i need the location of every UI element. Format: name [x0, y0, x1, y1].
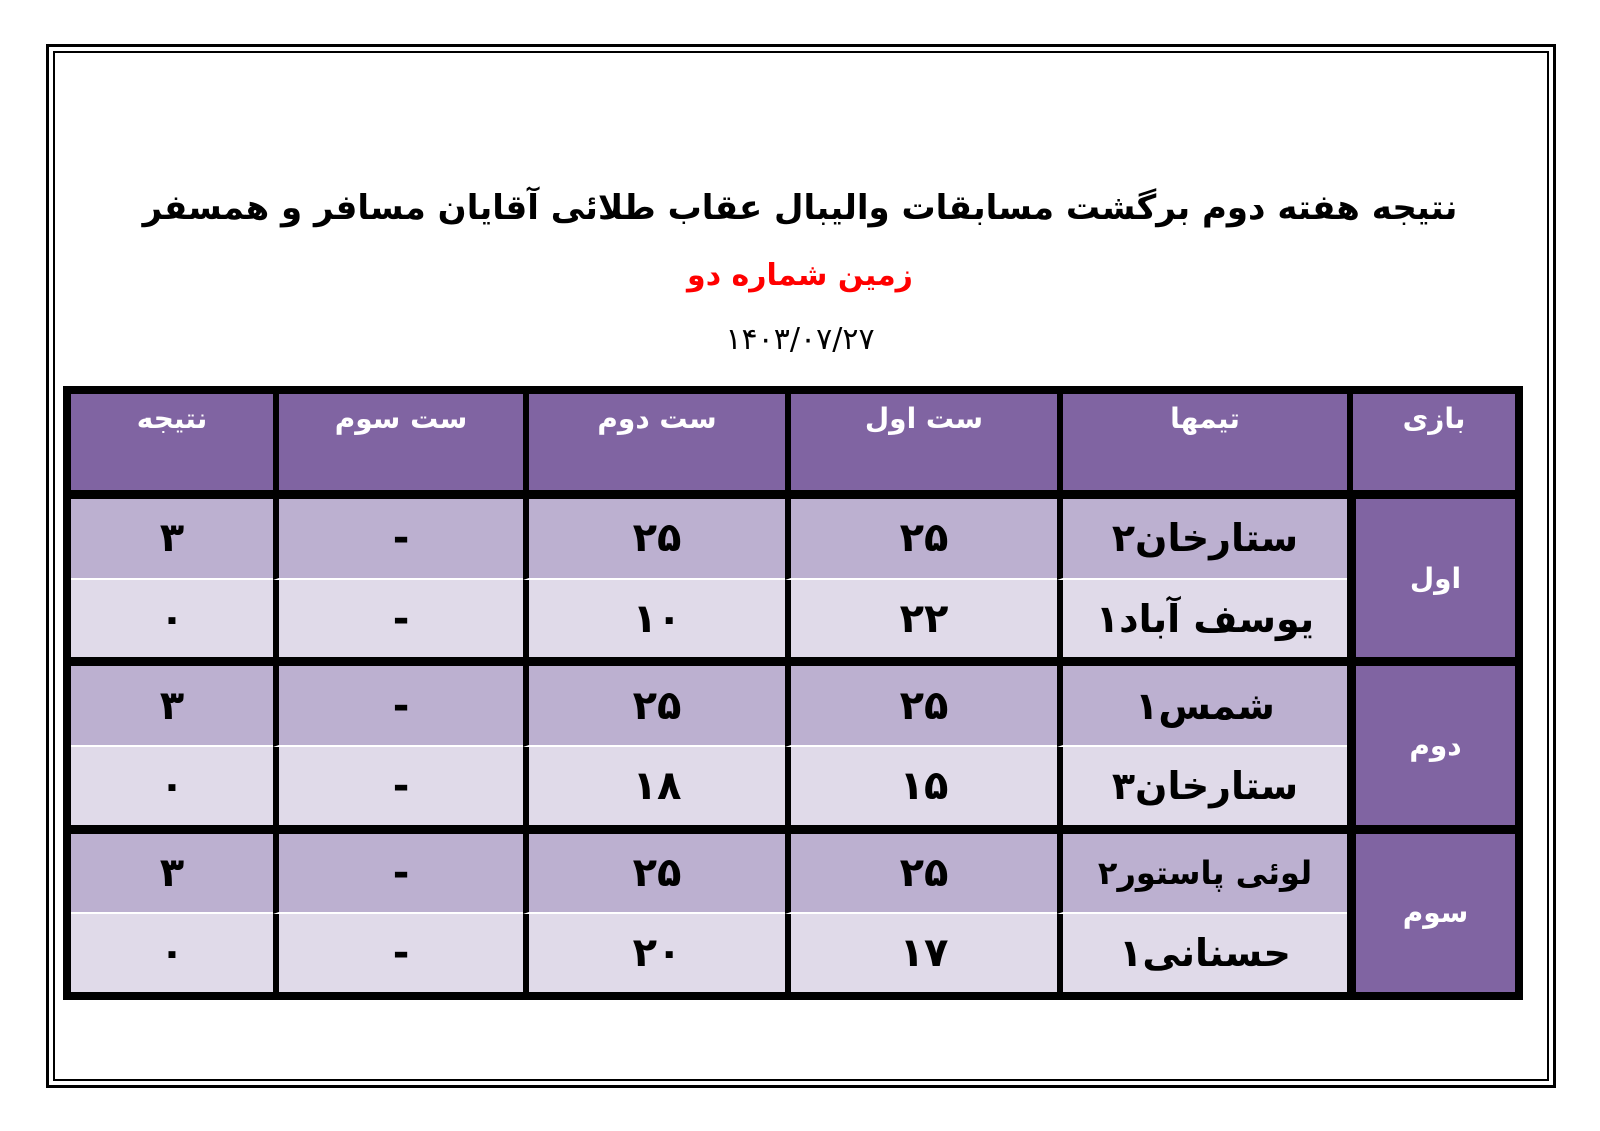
team-name: حسنانی۱	[1057, 914, 1347, 992]
team-name: ستارخان۳	[1057, 747, 1347, 824]
result-score: ۰	[71, 914, 273, 992]
set2-score: ۲۰	[523, 914, 785, 992]
table-row	[71, 834, 1515, 915]
set2-score: ۲۵	[523, 499, 785, 580]
table-row	[71, 499, 1515, 580]
set3-score: -	[273, 914, 523, 992]
team-name: شمس۱	[1057, 666, 1347, 747]
header-result: نتیجه	[71, 394, 273, 490]
result-score: ۳	[71, 834, 273, 915]
set3-score: -	[273, 499, 523, 580]
team-name: لوئی پاستور۲	[1057, 834, 1347, 915]
results-table-container	[63, 386, 1523, 1000]
header-set3: ست سوم	[273, 394, 523, 490]
table-row	[71, 580, 1515, 657]
game-label: دوم	[1347, 666, 1515, 824]
results-table	[71, 394, 1515, 992]
set3-score: -	[273, 580, 523, 657]
set1-score: ۲۵	[785, 499, 1057, 580]
header-set1: ست اول	[785, 394, 1057, 490]
set3-score: -	[273, 666, 523, 747]
header-game: بازی	[1347, 394, 1515, 490]
team-name: ستارخان۲	[1057, 499, 1347, 580]
table-row	[71, 914, 1515, 992]
table-row	[71, 666, 1515, 747]
page-title: نتیجه هفته دوم برگشت مسابقات والیبال عقاب طلائی آقایان مسافر و همسفر	[142, 188, 1458, 228]
set2-score: ۱۰	[523, 580, 785, 657]
set3-score: -	[273, 747, 523, 824]
set1-score: ۲۵	[785, 666, 1057, 747]
set3-score: -	[273, 834, 523, 915]
header-teams: تیمها	[1057, 394, 1347, 490]
set1-score: ۲۵	[785, 834, 1057, 915]
set1-score: ۱۵	[785, 747, 1057, 824]
table-header-row	[71, 394, 1515, 490]
set1-score: ۱۷	[785, 914, 1057, 992]
game-label: سوم	[1347, 834, 1515, 992]
result-score: ۳	[71, 666, 273, 747]
set2-score: ۲۵	[523, 834, 785, 915]
page-subtitle: زمین شماره دو	[687, 258, 913, 293]
game-label: اول	[1347, 499, 1515, 657]
table-row	[71, 747, 1515, 824]
set2-score: ۲۵	[523, 666, 785, 747]
result-score: ۰	[71, 580, 273, 657]
set2-score: ۱۸	[523, 747, 785, 824]
set1-score: ۲۲	[785, 580, 1057, 657]
team-name: یوسف آباد۱	[1057, 580, 1347, 657]
page-date: ۱۴۰۳/۰۷/۲۷	[725, 322, 875, 357]
header-set2: ست دوم	[523, 394, 785, 490]
result-score: ۳	[71, 499, 273, 580]
result-score: ۰	[71, 747, 273, 824]
